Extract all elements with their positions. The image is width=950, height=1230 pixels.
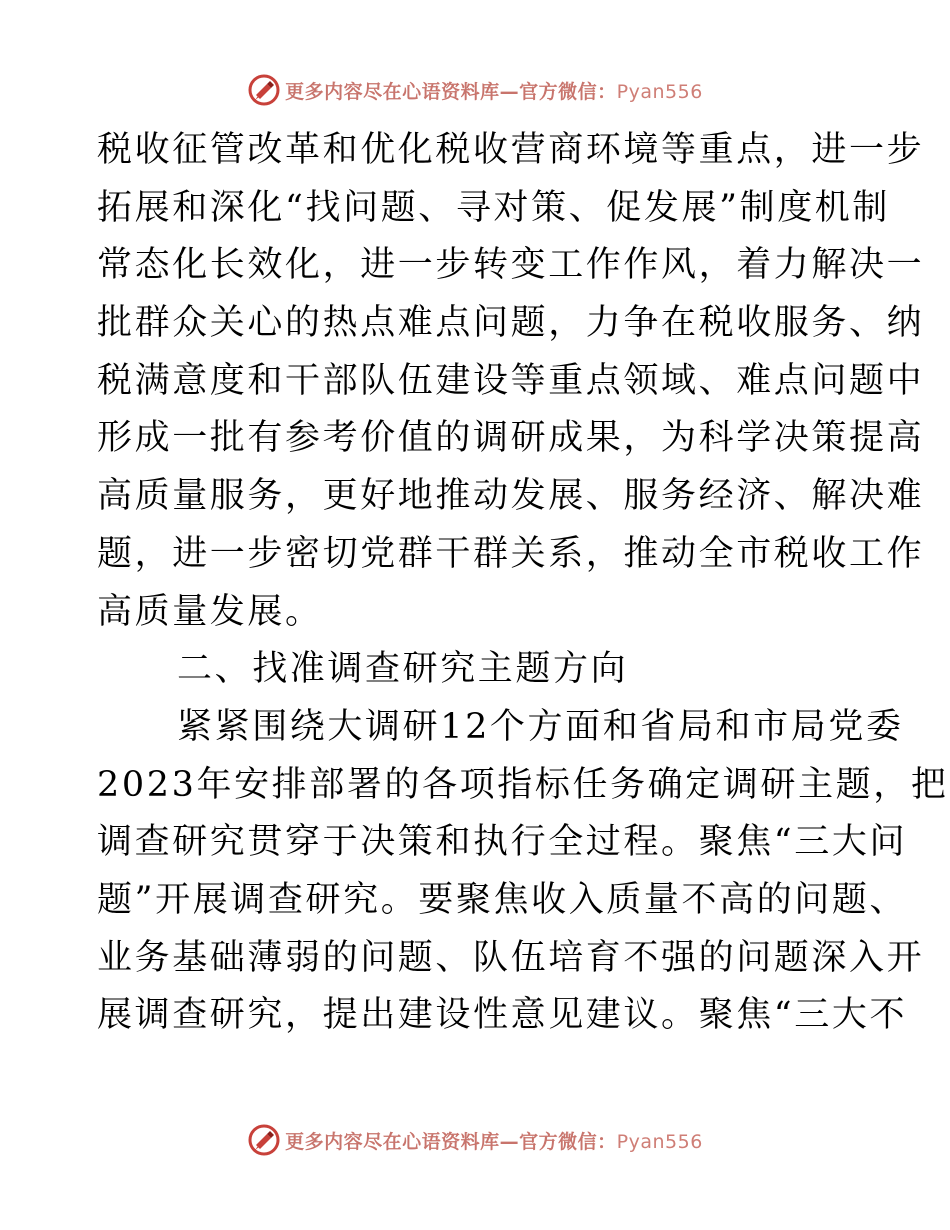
wechat-id: Pyan556	[616, 1130, 703, 1153]
text-line: 高质量服务，更好地推动发展、服务经济、解决难	[97, 476, 925, 517]
text-line: 题，进一步密切党群干群关系，推动全市税收工作	[97, 533, 925, 574]
wechat-id: Pyan556	[616, 80, 703, 103]
text-line: 题”开展调查研究。要聚焦收入质量不高的问题、	[97, 879, 908, 920]
text-line: 业务基础薄弱的问题、队伍培育不强的问题深入开	[97, 937, 925, 978]
watermark-text: 更多内容尽在心语资料库—官方微信：Pyan556	[285, 80, 703, 103]
logo-icon	[247, 73, 281, 107]
watermark-header	[0, 70, 950, 110]
text-line: 拓展和深化“找问题、寻对策、促发展”制度机制	[97, 187, 890, 228]
text-line: 形成一批有参考价值的调研成果，为科学决策提高	[97, 418, 925, 459]
text-line: 调查研究贯穿于决策和执行全过程。聚焦“三大问	[97, 822, 908, 863]
text-line: 税满意度和干部队伍建设等重点领域、难点问题中	[97, 360, 925, 401]
text-line: 税收征管改革和优化税收营商环境等重点，进一步	[97, 130, 925, 170]
text-line: 常态化长效化，进一步转变工作作风，着力解决一	[97, 245, 925, 286]
section-heading: 二、找准调查研究主题方向	[177, 649, 629, 690]
text-line: 高质量发展。	[97, 591, 323, 632]
text-line: 紧紧围绕大调研12个方面和省局和市局党委	[177, 706, 904, 747]
text-line: 2023年安排部署的各项指标任务确定调研主题，把	[97, 764, 949, 805]
watermark-footer	[0, 1120, 950, 1160]
logo-icon	[247, 1123, 281, 1157]
document-body	[97, 122, 949, 1045]
text-line: 展调查研究，提出建设性意见建议。聚焦“三大不	[97, 995, 908, 1036]
text-line: 批群众关心的热点难点问题，力争在税收服务、纳	[97, 303, 925, 344]
watermark-text: 更多内容尽在心语资料库—官方微信：Pyan556	[285, 1130, 703, 1153]
